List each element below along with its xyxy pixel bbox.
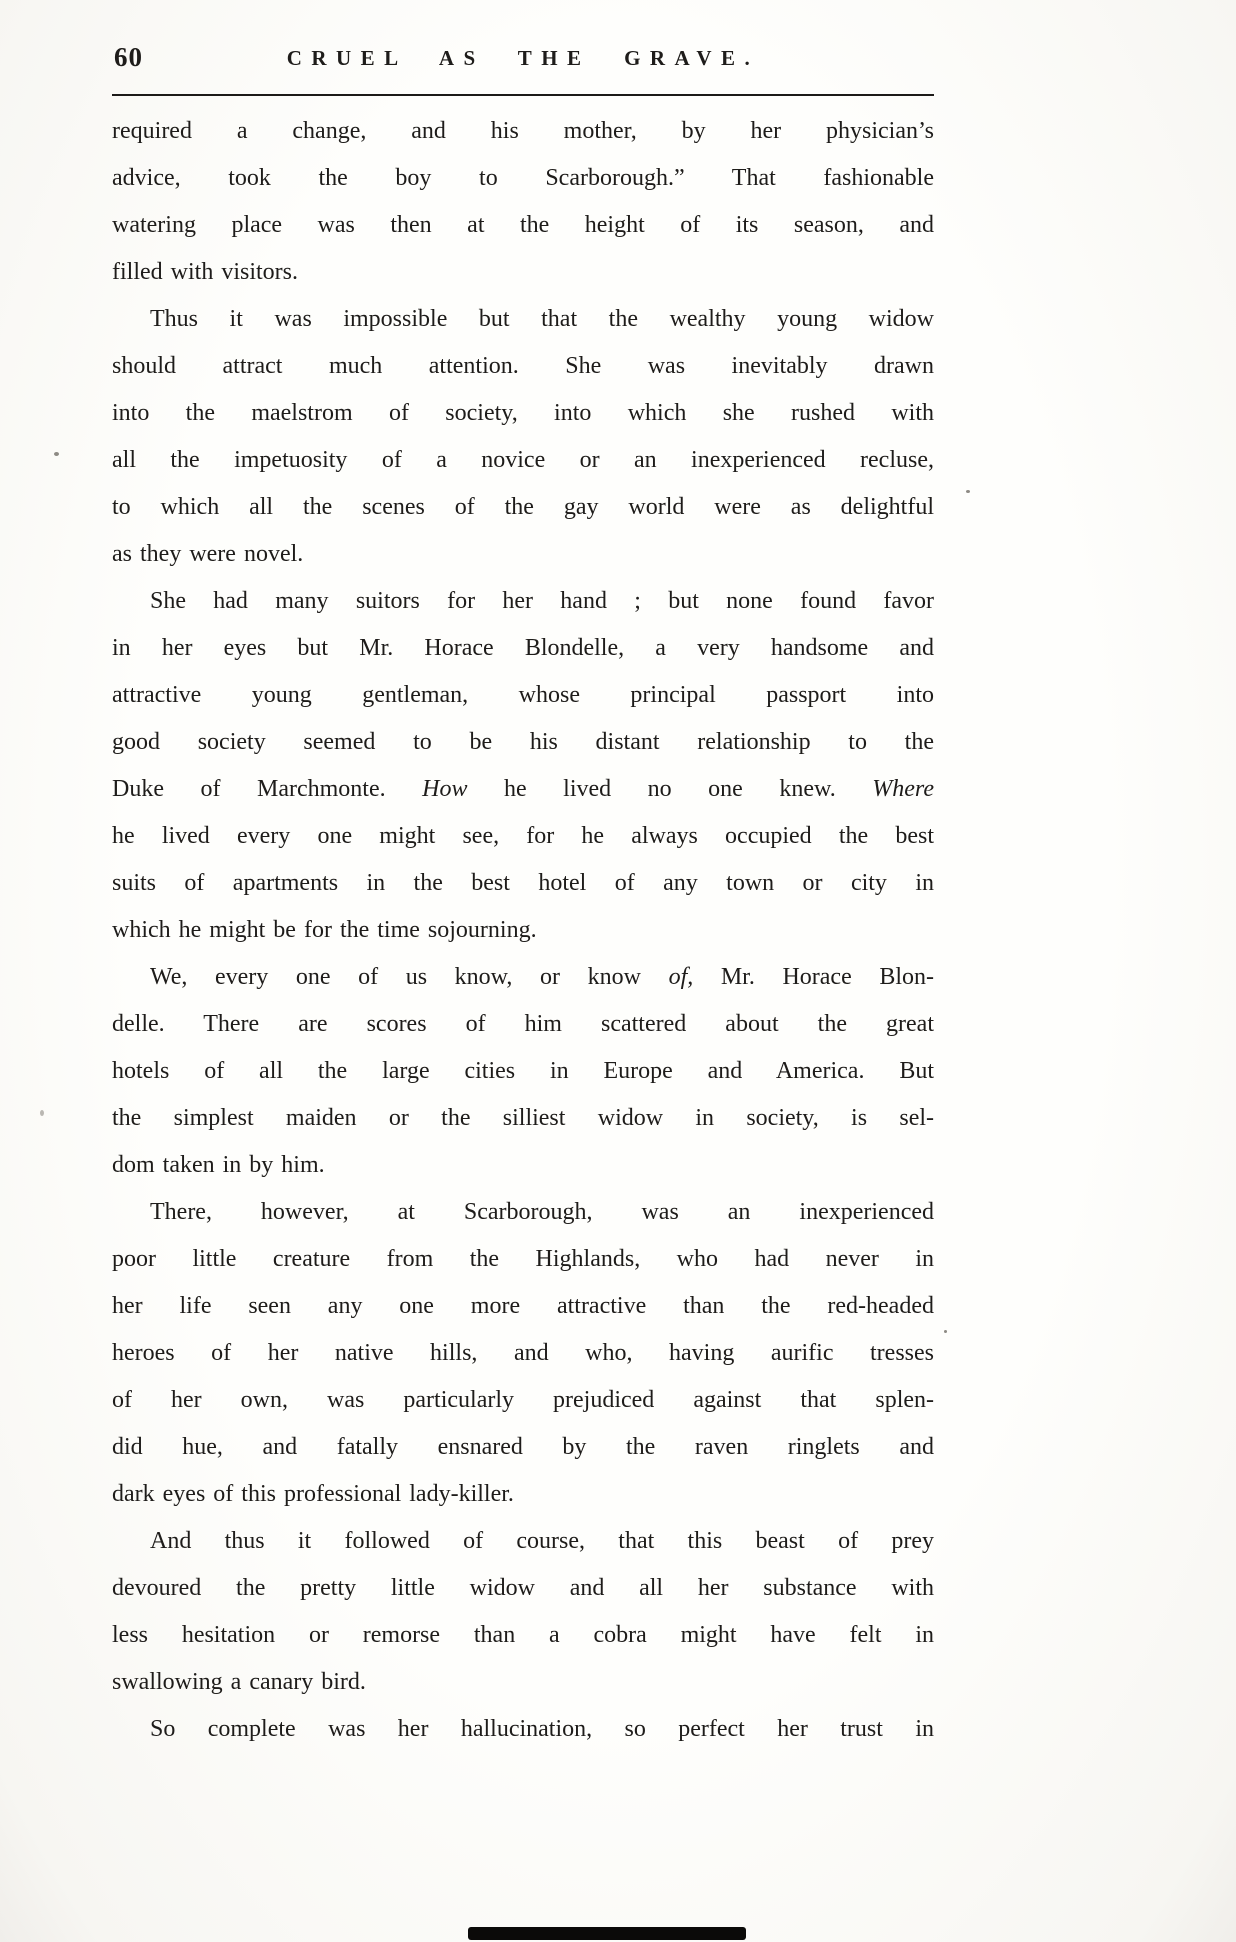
scan-speck <box>40 1110 44 1116</box>
scan-speck <box>944 1330 947 1333</box>
text-line <box>112 390 934 437</box>
italic-text-segment: of, <box>668 964 694 990</box>
text-line <box>112 1659 934 1706</box>
text-segment: as they were novel. <box>112 541 304 567</box>
text-segment: good society seemed to be his distant relationship to the <box>112 729 934 755</box>
text-segment: required a change, and his mother, by her physician’s <box>112 118 934 144</box>
text-line <box>112 1095 934 1142</box>
text-segment: of her own, was particularly prejudiced against that splen- <box>112 1387 934 1413</box>
text-line <box>112 766 934 813</box>
text-segment: filled with visitors. <box>112 259 298 285</box>
scan-artifact-bottom-bar <box>468 1927 746 1940</box>
text-line <box>112 625 934 672</box>
text-segment: There, however, at Scarborough, was an inexperienced <box>150 1199 934 1225</box>
text-segment: dom taken in by him. <box>112 1152 325 1178</box>
text-segment: attractive young gentleman, whose principal passport into <box>112 682 934 708</box>
text-line <box>112 1142 934 1189</box>
text-line <box>112 155 934 202</box>
text-segment: should attract much attention. She was inevitably drawn <box>112 353 934 379</box>
text-line <box>112 531 934 578</box>
text-segment: And thus it followed of course, that this beast of prey <box>150 1528 934 1554</box>
page-number: 60 <box>114 42 143 72</box>
text-segment: heroes of her native hills, and who, having aurific tresses <box>112 1340 934 1366</box>
text-segment: We, every one of us know, or know <box>150 964 669 990</box>
text-line <box>112 813 934 860</box>
text-segment: to which all the scenes of the gay world were as delightful <box>112 494 934 520</box>
body-text <box>112 108 934 1753</box>
text-segment: devoured the pretty little widow and all her substance with <box>112 1575 934 1601</box>
page-header <box>112 40 934 84</box>
text-segment: poor little creature from the Highlands, who had never in <box>112 1246 934 1272</box>
text-segment: watering place was then at the height of its season, and <box>112 212 934 238</box>
text-line <box>112 1471 934 1518</box>
text-segment: suits of apartments in the best hotel of any town or city in <box>112 870 934 896</box>
text-line <box>112 296 934 343</box>
text-segment: Mr. Horace Blon- <box>693 964 934 990</box>
italic-text-segment: Where <box>872 776 935 802</box>
text-line <box>112 1565 934 1612</box>
text-segment: the simplest maiden or the silliest widow in society, is sel- <box>112 1105 934 1131</box>
text-line <box>112 1330 934 1377</box>
scan-speck <box>54 452 59 456</box>
text-segment: did hue, and fatally ensnared by the raven ringlets and <box>112 1434 934 1460</box>
text-line <box>112 108 934 155</box>
text-segment: which he might be for the time sojourning. <box>112 917 537 943</box>
text-line <box>112 1612 934 1659</box>
text-line <box>112 860 934 907</box>
text-line <box>112 1048 934 1095</box>
text-line <box>112 1706 934 1753</box>
text-line <box>112 672 934 719</box>
text-line <box>112 907 934 954</box>
text-line <box>112 578 934 625</box>
text-segment: So complete was her hallucination, so perfect her trust in <box>150 1716 934 1742</box>
text-segment: into the maelstrom of society, into which she rushed with <box>112 400 934 426</box>
text-line <box>112 437 934 484</box>
text-line <box>112 1377 934 1424</box>
text-segment: all the impetuosity of a novice or an inexperienced recluse, <box>112 447 934 473</box>
text-line <box>112 1283 934 1330</box>
text-line <box>112 249 934 296</box>
text-segment: hotels of all the large cities in Europe and America. But <box>112 1058 934 1084</box>
text-line <box>112 1236 934 1283</box>
text-segment: he lived every one might see, for he always occupied the best <box>112 823 934 849</box>
text-segment: swallowing a canary bird. <box>112 1669 366 1695</box>
text-segment: Thus it was impossible but that the wealthy young widow <box>150 306 934 332</box>
text-segment: dark eyes of this professional lady-killer. <box>112 1481 514 1507</box>
text-line <box>112 202 934 249</box>
text-line <box>112 1424 934 1471</box>
text-line <box>112 1518 934 1565</box>
text-segment: She had many suitors for her hand ; but none found favor <box>150 588 934 614</box>
text-segment: her life seen any one more attractive than the red-headed <box>112 1293 934 1319</box>
text-line <box>112 719 934 766</box>
text-segment: in her eyes but Mr. Horace Blondelle, a very handsome and <box>112 635 934 661</box>
header-rule <box>112 94 934 96</box>
text-line <box>112 484 934 531</box>
text-segment: Duke of Marchmonte. <box>112 776 423 802</box>
text-line <box>112 1001 934 1048</box>
text-line <box>112 954 934 1001</box>
text-segment: he lived no one knew. <box>467 776 873 802</box>
italic-text-segment: How <box>422 776 468 802</box>
text-segment: less hesitation or remorse than a cobra might have felt in <box>112 1622 934 1648</box>
scan-speck <box>966 490 970 493</box>
text-segment: advice, took the boy to Scarborough.” That fashionable <box>112 165 934 191</box>
text-line <box>112 1189 934 1236</box>
running-title: CRUEL AS THE GRAVE. <box>286 46 760 70</box>
text-segment: delle. There are scores of him scattered about the great <box>112 1011 934 1037</box>
text-line <box>112 343 934 390</box>
